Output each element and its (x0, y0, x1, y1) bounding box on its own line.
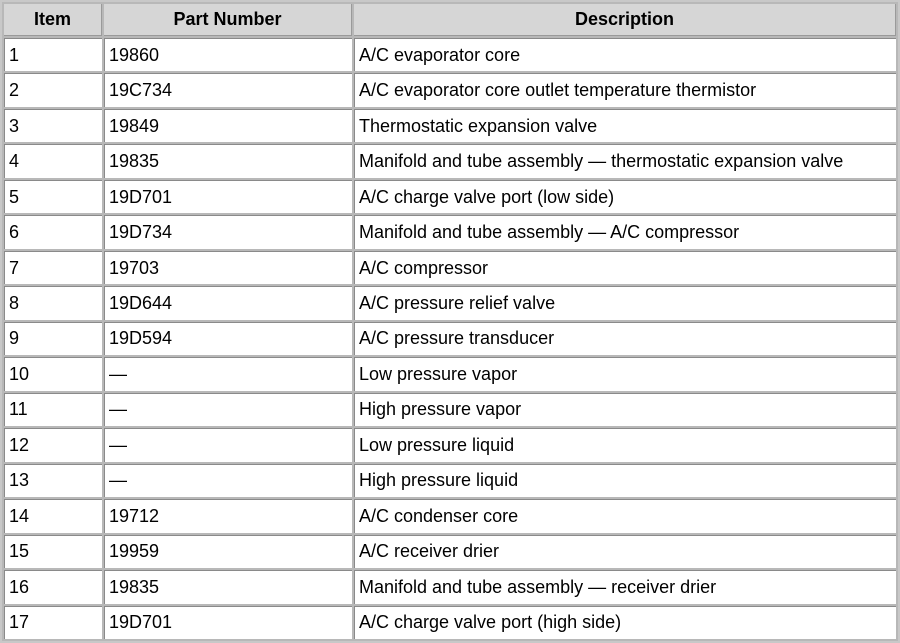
part-number-cell: 19D594 (104, 322, 352, 355)
description-cell: Thermostatic expansion valve (354, 109, 896, 142)
header-row (4, 4, 896, 36)
item-cell: 5 (4, 180, 102, 213)
table-row (4, 251, 896, 284)
table-row (4, 499, 896, 532)
part-number-cell: 19703 (104, 251, 352, 284)
item-cell: 14 (4, 499, 102, 532)
table-row (4, 180, 896, 213)
part-number-cell: 19C734 (104, 73, 352, 106)
description-cell: A/C charge valve port (low side) (354, 180, 896, 213)
item-cell: 4 (4, 144, 102, 177)
part-number-cell: 19D734 (104, 215, 352, 248)
table-row (4, 570, 896, 603)
description-cell: A/C evaporator core (354, 38, 896, 71)
table-row (4, 428, 896, 461)
description-cell: High pressure liquid (354, 464, 896, 497)
part-number-cell: 19959 (104, 535, 352, 568)
item-cell: 9 (4, 322, 102, 355)
part-number-cell: — (104, 393, 352, 426)
description-cell: A/C pressure transducer (354, 322, 896, 355)
part-number-cell: — (104, 357, 352, 390)
item-cell: 13 (4, 464, 102, 497)
header-item: Item (4, 4, 102, 36)
table-row (4, 73, 896, 106)
table-row (4, 535, 896, 568)
description-cell: A/C charge valve port (high side) (354, 606, 896, 640)
part-number-cell: 19860 (104, 38, 352, 71)
table-row (4, 357, 896, 390)
item-cell: 17 (4, 606, 102, 640)
description-cell: Manifold and tube assembly — thermostatic expansion valve (354, 144, 896, 177)
item-cell: 8 (4, 286, 102, 319)
part-number-cell: 19D701 (104, 180, 352, 213)
header-part-number: Part Number (104, 4, 352, 36)
part-number-cell: 19835 (104, 144, 352, 177)
description-cell: Low pressure liquid (354, 428, 896, 461)
part-number-cell: 19849 (104, 109, 352, 142)
table-row (4, 322, 896, 355)
description-cell: High pressure vapor (354, 393, 896, 426)
part-number-cell: — (104, 464, 352, 497)
part-number-cell: 19D701 (104, 606, 352, 640)
item-cell: 15 (4, 535, 102, 568)
description-cell: Manifold and tube assembly — receiver drier (354, 570, 896, 603)
description-cell: A/C pressure relief valve (354, 286, 896, 319)
parts-table (2, 2, 898, 641)
item-cell: 3 (4, 109, 102, 142)
table-row (4, 393, 896, 426)
table-row (4, 606, 896, 640)
description-cell: Manifold and tube assembly — A/C compressor (354, 215, 896, 248)
table-row (4, 38, 896, 71)
table-row (4, 144, 896, 177)
part-number-cell: 19D644 (104, 286, 352, 319)
item-cell: 6 (4, 215, 102, 248)
item-cell: 7 (4, 251, 102, 284)
item-cell: 2 (4, 73, 102, 106)
table-row (4, 215, 896, 248)
part-number-cell: — (104, 428, 352, 461)
description-cell: Low pressure vapor (354, 357, 896, 390)
item-cell: 16 (4, 570, 102, 603)
description-cell: A/C receiver drier (354, 535, 896, 568)
table-row (4, 109, 896, 142)
item-cell: 12 (4, 428, 102, 461)
description-cell: A/C condenser core (354, 499, 896, 532)
item-cell: 11 (4, 393, 102, 426)
item-cell: 1 (4, 38, 102, 71)
table-row (4, 464, 896, 497)
table-row (4, 286, 896, 319)
description-cell: A/C compressor (354, 251, 896, 284)
part-number-cell: 19712 (104, 499, 352, 532)
item-cell: 10 (4, 357, 102, 390)
part-number-cell: 19835 (104, 570, 352, 603)
description-cell: A/C evaporator core outlet temperature thermistor (354, 73, 896, 106)
header-description: Description (354, 4, 896, 36)
